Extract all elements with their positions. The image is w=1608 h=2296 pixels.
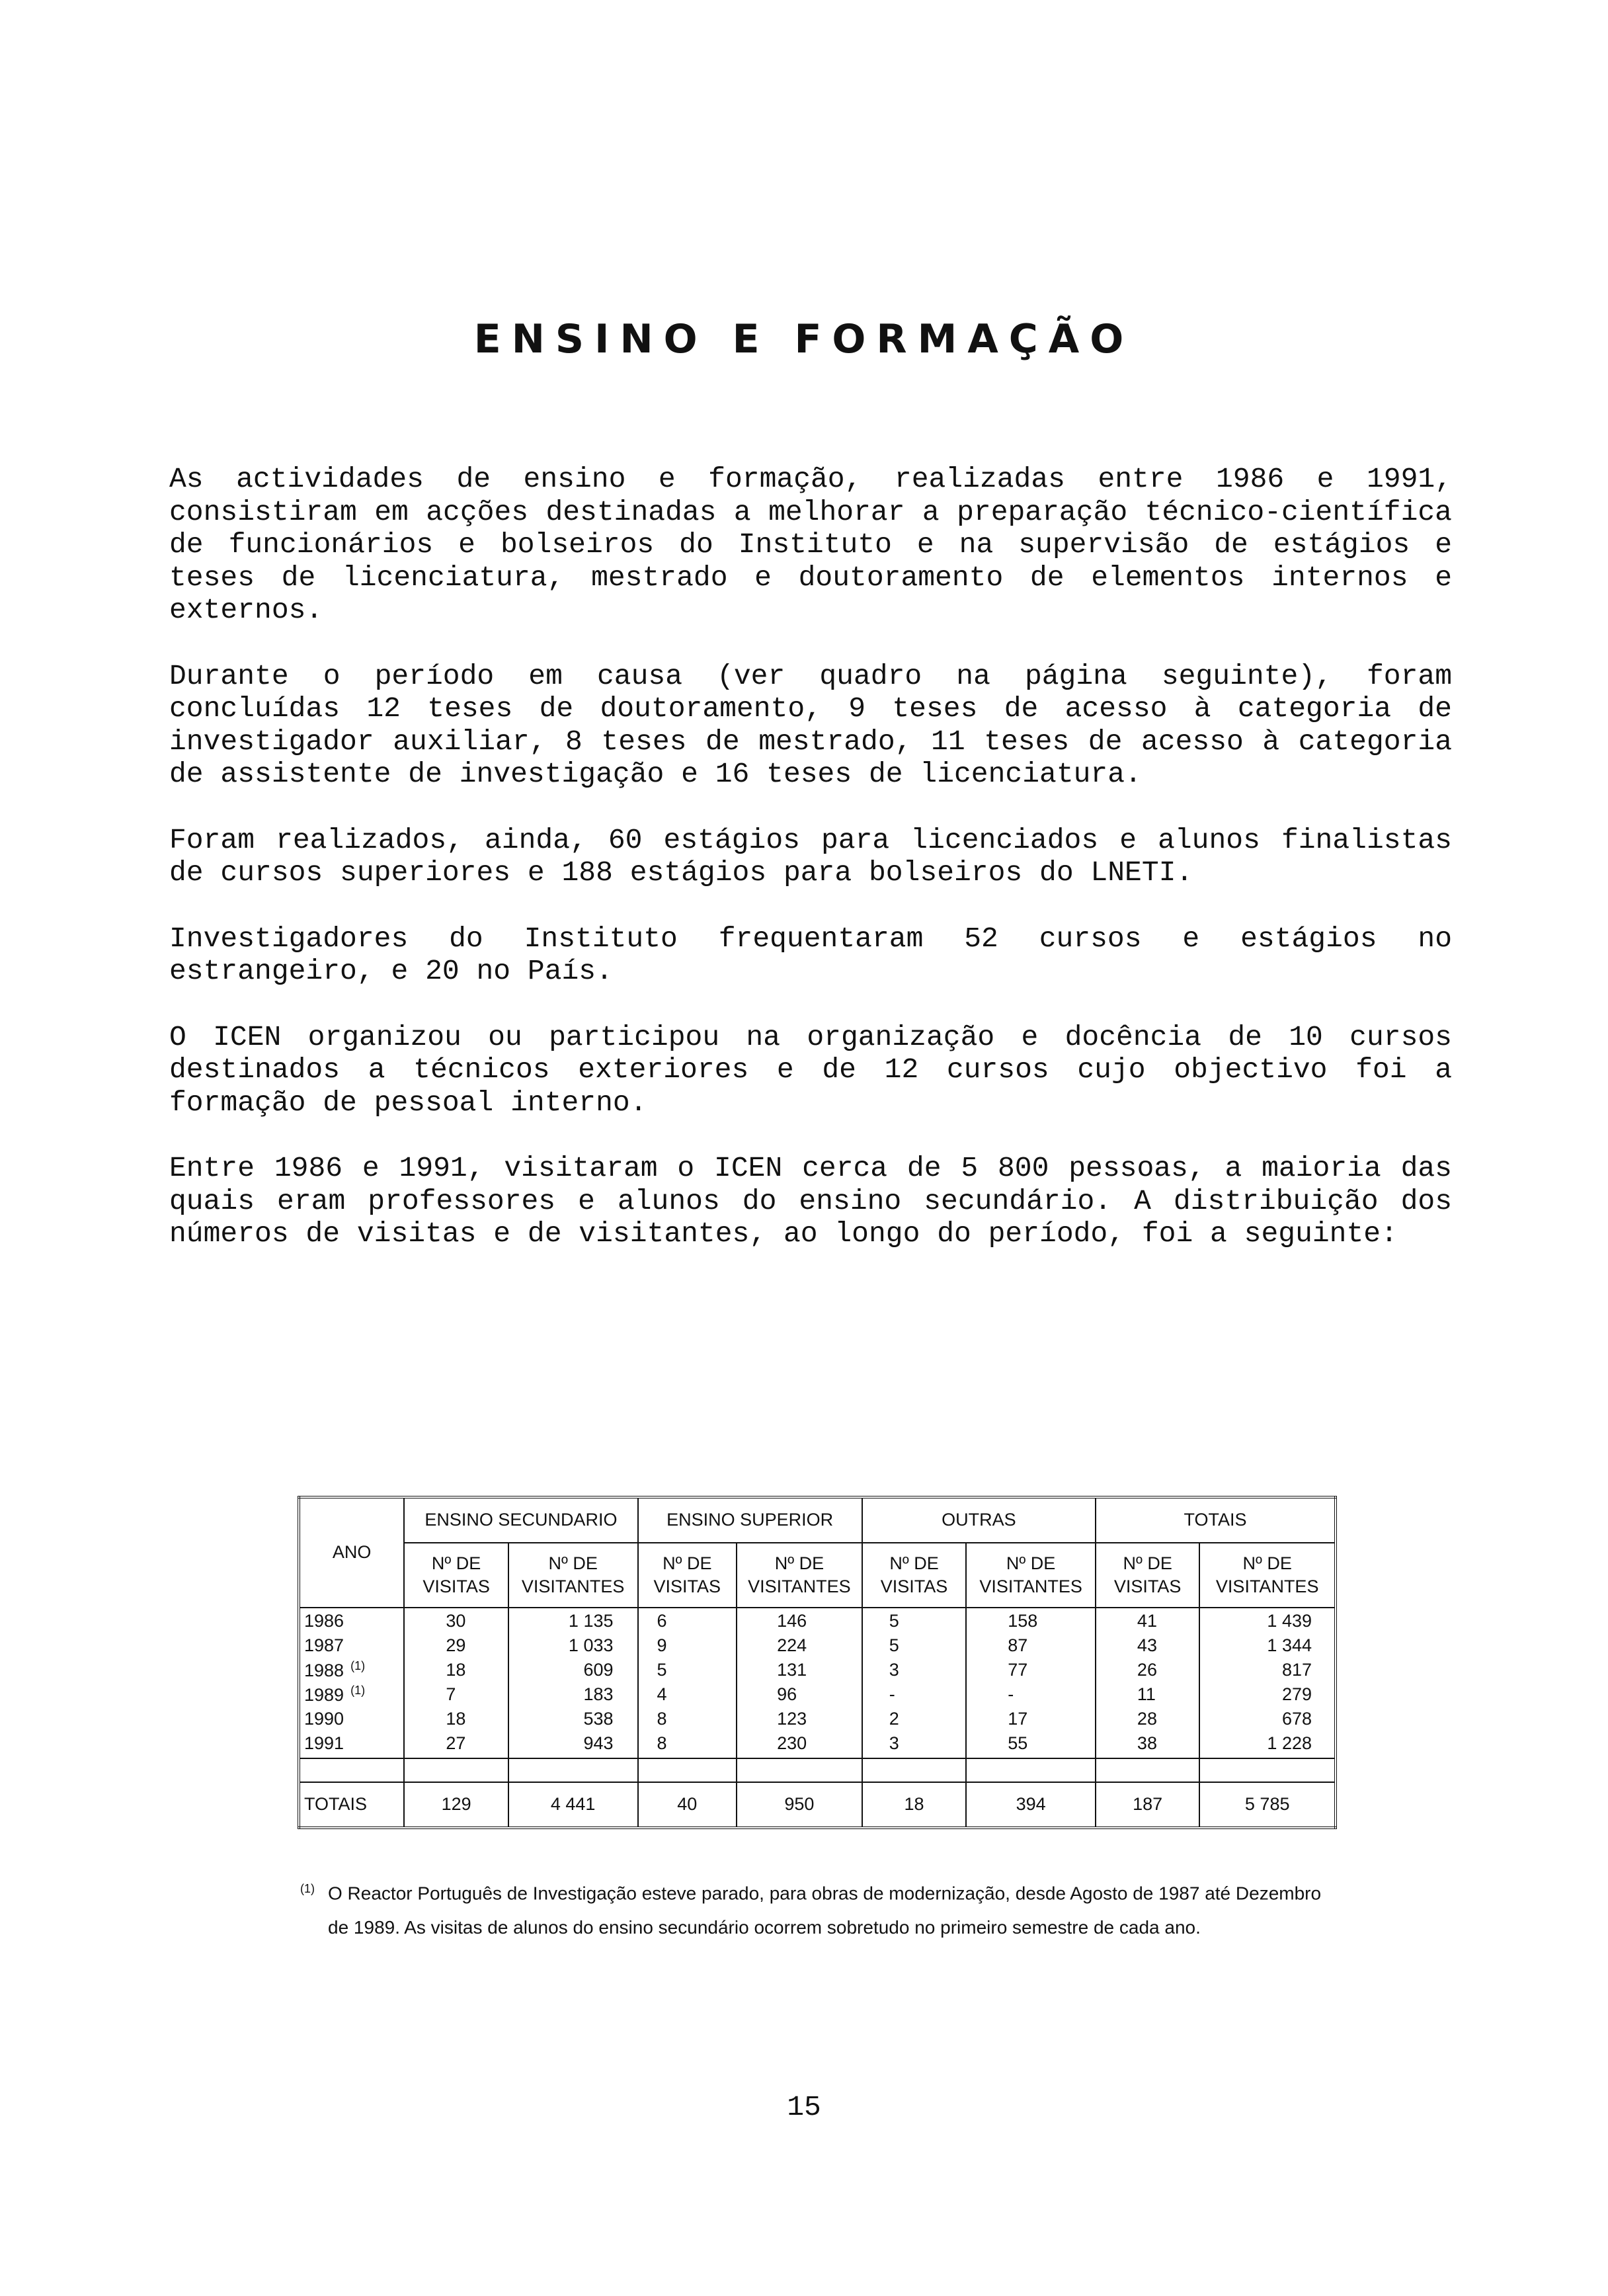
- column-to-visitas: 41 43 26 11 28 38: [1096, 1608, 1199, 1758]
- totals-su-visitas: 40: [638, 1782, 737, 1828]
- subheader-es-visitantes: Nº DE VISITANTES: [508, 1543, 638, 1608]
- footnote-reference: (1): [350, 1684, 366, 1697]
- column-su-visitas: 6 9 5 4 8 8: [638, 1608, 737, 1758]
- table-group-header-row: [299, 1497, 1336, 1543]
- footnote-text: O Reactor Português de Investigação esteve parado, para obras de modernização, desde Agosto de 1987 até Dezembro de 1989. As visitas de alunos do ensino secundário ocorrem sobretudo no primeiro semestre de cada ano.: [328, 1883, 1322, 1938]
- header-ensino-secundario: ENSINO SECUNDARIO: [404, 1497, 637, 1543]
- subheader-su-visitas: Nº DE VISITAS: [638, 1543, 737, 1608]
- paragraph-icen-courses: O ICEN organizou ou participou na organização e docência de 10 cursos destinados a técnicos exteriores e de 12 cursos cujo objectivo foi a formação de pessoal interno.: [169, 1020, 1452, 1119]
- table-data-block: [299, 1608, 1336, 1758]
- footnote-reference: (1): [350, 1659, 366, 1672]
- subheader-su-visitantes: Nº DE VISITANTES: [737, 1543, 862, 1608]
- subheader-ou-visitas: Nº DE VISITAS: [862, 1543, 966, 1608]
- page-title: ENSINO E FORMAÇÃO: [473, 316, 1135, 362]
- column-ou-visitas: 5 5 3 - 2 3: [862, 1608, 966, 1758]
- table-row: 1988 $^{(1)}$: [304, 1659, 366, 1680]
- table-subheader-row: [299, 1543, 1336, 1608]
- paragraph-visits: Entre 1986 e 1991, visitaram o ICEN cerca de 5 800 pessoas, a maioria das quais eram professores e alunos do ensino secundário. A distribuição dos números de visitas e de visitantes, ao longo do período, foi a seguinte:: [169, 1152, 1452, 1250]
- table-separator-row: [299, 1758, 1336, 1782]
- totals-ou-visitantes: 394: [966, 1782, 1096, 1828]
- header-ano: ANO: [299, 1497, 404, 1608]
- paragraph-activities: As actividades de ensino e formação, realizadas entre 1986 e 1991, consistiram em acções destinadas a melhorar a preparação técnico-científica de funcionários e bolseiros do Instituto e na supervisão de estágios e teses de licenciatura, mestrado e doutoramento de elementos internos e externos.: [169, 463, 1452, 626]
- table-row: 1986: [304, 1611, 344, 1631]
- subheader-to-visitantes: Nº DE VISITANTES: [1199, 1543, 1336, 1608]
- totals-su-visitantes: 950: [737, 1782, 862, 1828]
- footnote: [284, 1871, 1336, 1945]
- header-outras: OUTRAS: [862, 1497, 1096, 1543]
- column-es-visitas: 30 29 18 7 18 27: [404, 1608, 508, 1758]
- table-row: 1991: [304, 1733, 344, 1753]
- totals-es-visitantes: 4 441: [508, 1782, 638, 1828]
- subheader-ou-visitantes: Nº DE VISITANTES: [966, 1543, 1096, 1608]
- visits-table: [298, 1496, 1337, 1829]
- table-totals-row: [299, 1782, 1336, 1828]
- body-text: [169, 463, 1452, 1284]
- totals-to-visitantes: 5 785: [1199, 1782, 1336, 1828]
- paragraph-theses: Durante o período em causa (ver quadro na página seguinte), foram concluídas 12 teses de doutoramento, 9 teses de acesso à categoria de investigador auxiliar, 8 teses de mestrado, 11 teses de acesso à categoria de assistente de investigação e 16 teses de licenciatura.: [169, 659, 1452, 790]
- subheader-to-visitas: Nº DE VISITAS: [1096, 1543, 1199, 1608]
- column-ou-visitantes: 158 87 77 - 17 55: [966, 1608, 1096, 1758]
- table-row: 1989 $^{(1)}$: [304, 1684, 366, 1705]
- totals-to-visitas: 187: [1096, 1782, 1199, 1828]
- footnote-mark: (1): [300, 1882, 315, 1895]
- column-su-visitantes: 146 224 131 96 123 230: [737, 1608, 862, 1758]
- column-to-visitantes: 1 439 1 344 817 279 678 1 228: [1199, 1608, 1336, 1758]
- table-row: 1990: [304, 1709, 344, 1729]
- visits-table-container: [298, 1496, 1337, 1829]
- header-ensino-superior: ENSINO SUPERIOR: [638, 1497, 862, 1543]
- paragraph-courses-abroad: Investigadores do Instituto frequentaram 52 cursos e estágios no estrangeiro, e 20 no País.: [169, 922, 1452, 987]
- totals-ou-visitas: 18: [862, 1782, 966, 1828]
- header-totais: TOTAIS: [1096, 1497, 1336, 1543]
- column-ano: [299, 1608, 404, 1758]
- subheader-es-visitas: Nº DE VISITAS: [404, 1543, 508, 1608]
- table-row: 1987: [304, 1635, 344, 1655]
- paragraph-internships: Foram realizados, ainda, 60 estágios para licenciados e alunos finalistas de cursos superiores e 188 estágios para bolseiros do LNETI.: [169, 823, 1452, 889]
- totals-es-visitas: 129: [404, 1782, 508, 1828]
- totals-label: TOTAIS: [299, 1782, 404, 1828]
- page-number: 15: [787, 2091, 821, 2123]
- column-es-visitantes: 1 135 1 033 609 183 538 943: [508, 1608, 638, 1758]
